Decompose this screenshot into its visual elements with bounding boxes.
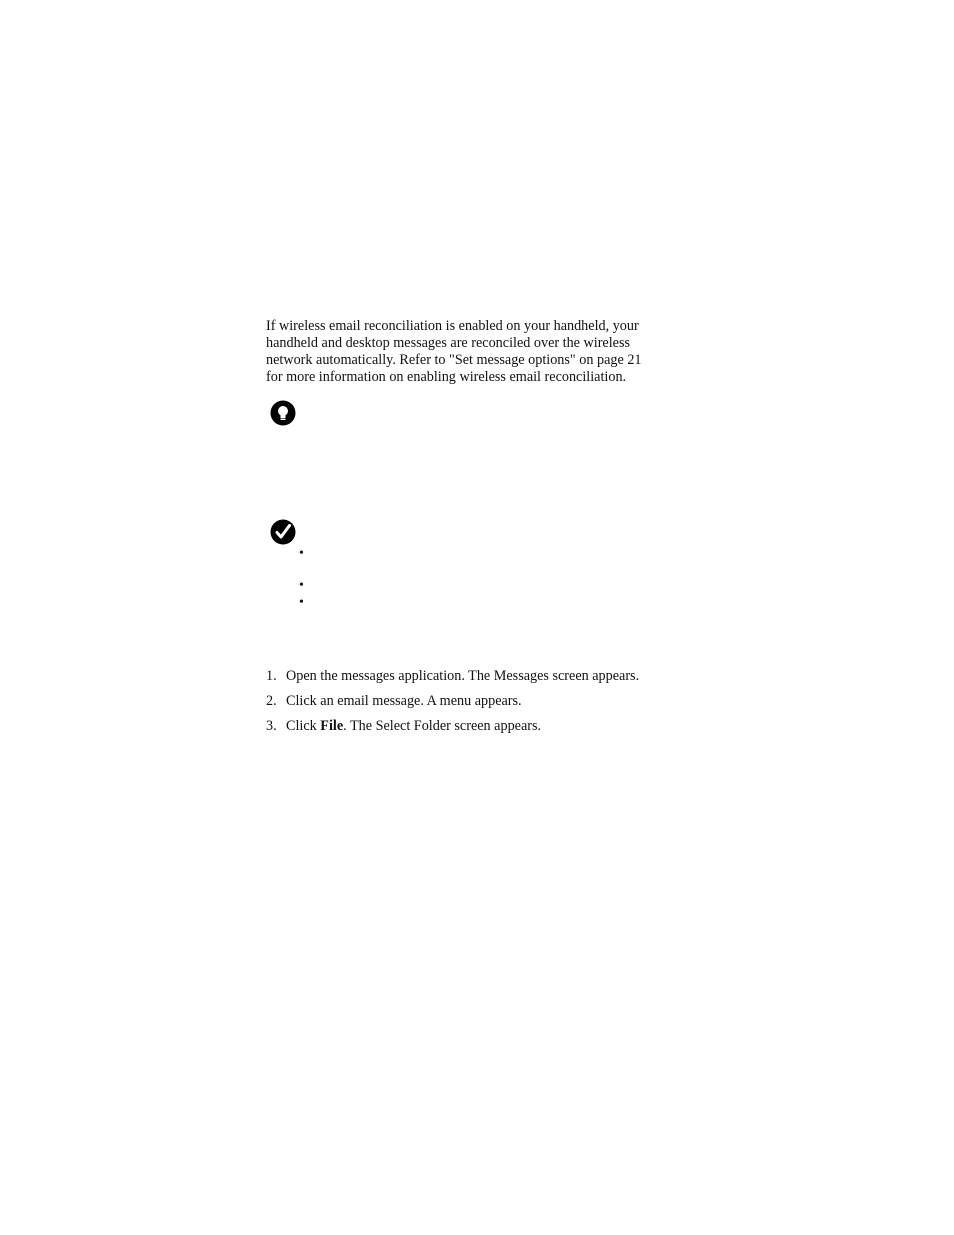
- step-text: Click: [286, 718, 321, 734]
- step-number: 2.: [266, 693, 277, 709]
- step-bold-term: File: [320, 718, 344, 734]
- intro-line: for more information on enabling wireless email reconciliation.: [266, 369, 627, 385]
- bullet-marker: •: [299, 595, 304, 610]
- bullet-marker: •: [299, 546, 304, 561]
- step-text: Click an email message. A menu appears.: [286, 693, 522, 709]
- intro-line: network automatically. Refer to "Set message options" on page 21: [266, 352, 642, 368]
- step-number: 3.: [266, 718, 277, 734]
- intro-line: If wireless email reconciliation is enabled on your handheld, your: [266, 318, 639, 334]
- step-text: . The Select Folder screen appears.: [343, 718, 542, 734]
- intro-line: handheld and desktop messages are reconciled over the wireless: [266, 335, 631, 351]
- step-number: 1.: [266, 668, 277, 684]
- checkmark-icon: [270, 519, 296, 545]
- step-item: [266, 718, 706, 743]
- steps-list: [266, 668, 706, 743]
- intro-paragraph: [266, 318, 686, 386]
- bullet-marker: •: [299, 578, 304, 593]
- step-item: [266, 668, 706, 693]
- step-text: Open the messages application. The Messages screen appears.: [286, 668, 640, 684]
- lightbulb-icon: [270, 400, 296, 426]
- step-item: [266, 693, 706, 718]
